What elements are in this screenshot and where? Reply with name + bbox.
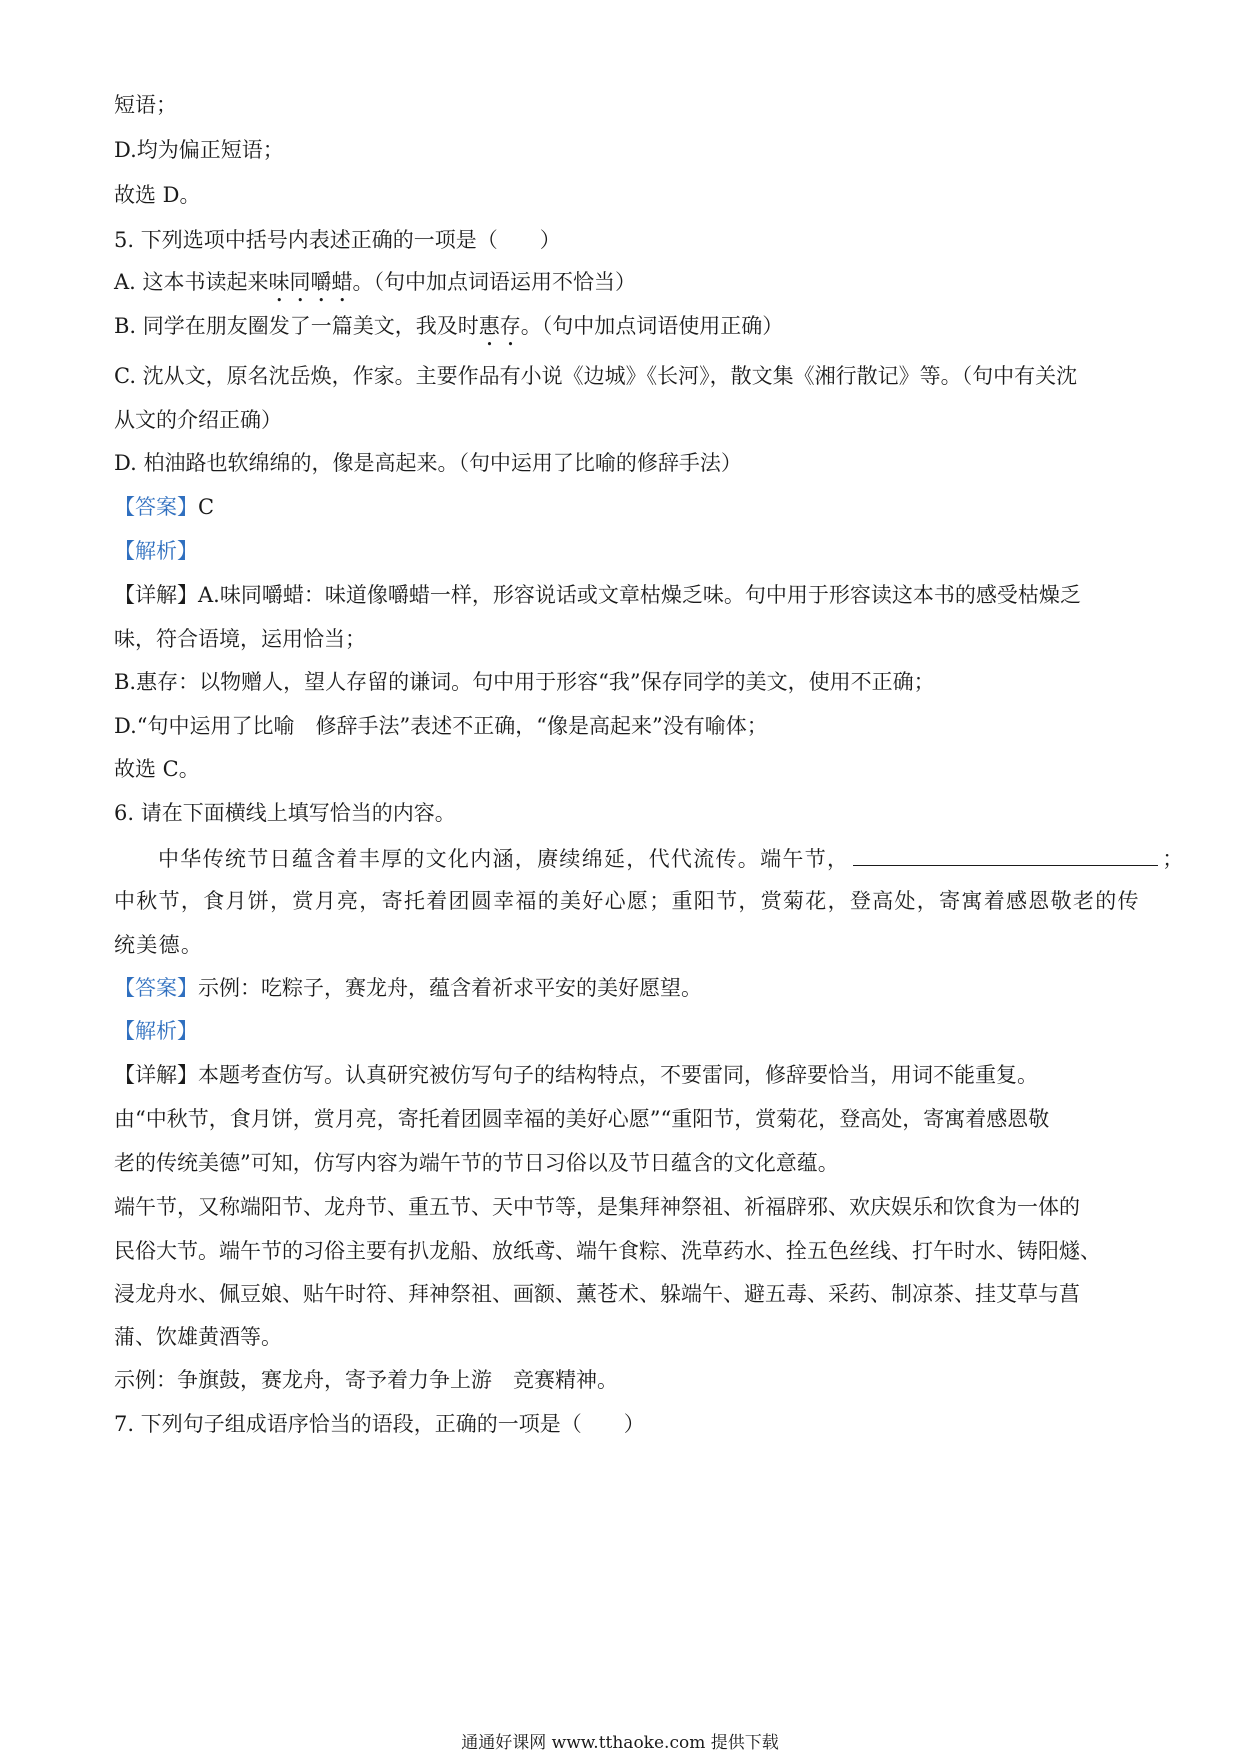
text-line: 短语； [114,93,177,117]
question-5-option-a [114,267,1124,307]
option-a-text: A. 这本书读起来 [114,270,269,294]
answer-tag: 【答案】 [114,976,198,1000]
passage-text: ； [1162,847,1185,871]
text-line: 味，符合语境，运用恰当； [114,627,366,651]
text-line: 故选 D。 [114,183,201,207]
page-footer: 通通好课网 www.tthaoke.com 提供下载 [461,1733,779,1753]
question-5-option-b [114,311,1124,351]
text-line: 民俗大节。端午节的习俗主要有扒龙船、放纸鸢、端午食粽、洗草药水、拴五色丝线、打午时水、铸阳燧、 [114,1239,1101,1263]
dotted-word: 味同嚼蜡 [268,270,353,294]
answer-value: 示例：吃粽子，赛龙舟，蕴含着祈求平安的美好愿望。 [198,976,702,1000]
analysis-tag: 【解析】 [114,1019,198,1043]
fill-in-blank[interactable] [853,843,1158,866]
passage-line: 统美德。 [114,933,204,957]
passage-line: 中秋节，食月饼，赏月亮，寄托着团圆幸福的美好心愿；重阳节，赏菊花，登高处，寄寓着感恩敬老的传 [114,889,1140,913]
detail-line [114,580,1124,610]
passage-text: 中华传统节日蕴含着丰厚的文化内涵，赓续绵延，代代流传。端午节， [158,847,850,871]
question-7-stem: 7. 下列句子组成语序恰当的语段，正确的一项是（ ） [114,1412,645,1436]
text-line: 蒲、饮雄黄酒等。 [114,1325,282,1349]
question-5-option-c-cont: 从文的介绍正确） [114,408,282,432]
answer-line [114,492,1124,522]
option-b-note: 。（句中加点词语使用正确） [520,314,784,338]
text-line: 老的传统美德”可知，仿写内容为端午节的节日习俗以及节日蕴含的文化意蕴。 [114,1151,839,1175]
detail-text: 本题考查仿写。认真研究被仿写句子的结构特点，不要雷同，修辞要恰当，用词不能重复。 [198,1063,1038,1087]
detail-tag: 【详解】 [114,583,198,607]
question-5-option-c: C. 沈从文，原名沈岳焕，作家。主要作品有小说《边城》《长河》，散文集《湘行散记》等。（句中有关沈 [114,364,1078,388]
answer-line [114,973,1124,1003]
text-line: D.均为偏正短语； [114,138,284,162]
option-a-note: 。（句中加点词语运用不恰当） [352,270,637,294]
analysis-line [114,1016,1124,1046]
option-b-text: B. 同学在朋友圈发了一篇美文，我及时 [114,314,479,338]
analysis-tag: 【解析】 [114,539,198,563]
answer-tag: 【答案】 [114,495,198,519]
dotted-word: 惠存 [478,314,521,338]
detail-tag: 【详解】 [114,1063,198,1087]
question-5-option-d: D. 柏油路也软绵绵的，像是高起来。（句中运用了比喻的修辞手法） [114,451,742,475]
text-line: 浸龙舟水、佩豆娘、贴午时符、拜神祭祖、画额、薰苍术、躲端午、避五毒、采药、制凉茶、挂艾草与菖 [114,1282,1080,1306]
question-6-stem: 6. 请在下面横线上填写恰当的内容。 [114,801,456,825]
answer-value: C [198,495,215,519]
text-line: 故选 C。 [114,757,200,781]
passage-line [158,843,1185,874]
text-line: 由“中秋节，食月饼，赏月亮，寄托着团圆幸福的美好心愿”“重阳节，赏菊花，登高处，寄寓着感恩敬 [114,1107,1050,1131]
question-5-stem: 5. 下列选项中括号内表述正确的一项是（ ） [114,228,561,252]
text-line: 示例：争旗鼓，赛龙舟，寄予着力争上游 竞赛精神。 [114,1368,618,1392]
analysis-line [114,536,1124,566]
text-line: D.“句中运用了比喻 修辞手法”表述不正确，“像是高起来”没有喻体； [114,714,768,738]
detail-line [114,1060,1124,1090]
detail-text: A.味同嚼蜡：味道像嚼蜡一样，形容说话或文章枯燥乏味。句中用于形容读这本书的感受枯燥乏 [198,583,1081,607]
text-line: B.惠存：以物赠人，望人存留的谦词。句中用于形容“我”保存同学的美文，使用不正确； [114,670,935,694]
text-line: 端午节，又称端阳节、龙舟节、重五节、天中节等，是集拜神祭祖、祈福辟邪、欢庆娱乐和饮食为一体的 [114,1195,1080,1219]
